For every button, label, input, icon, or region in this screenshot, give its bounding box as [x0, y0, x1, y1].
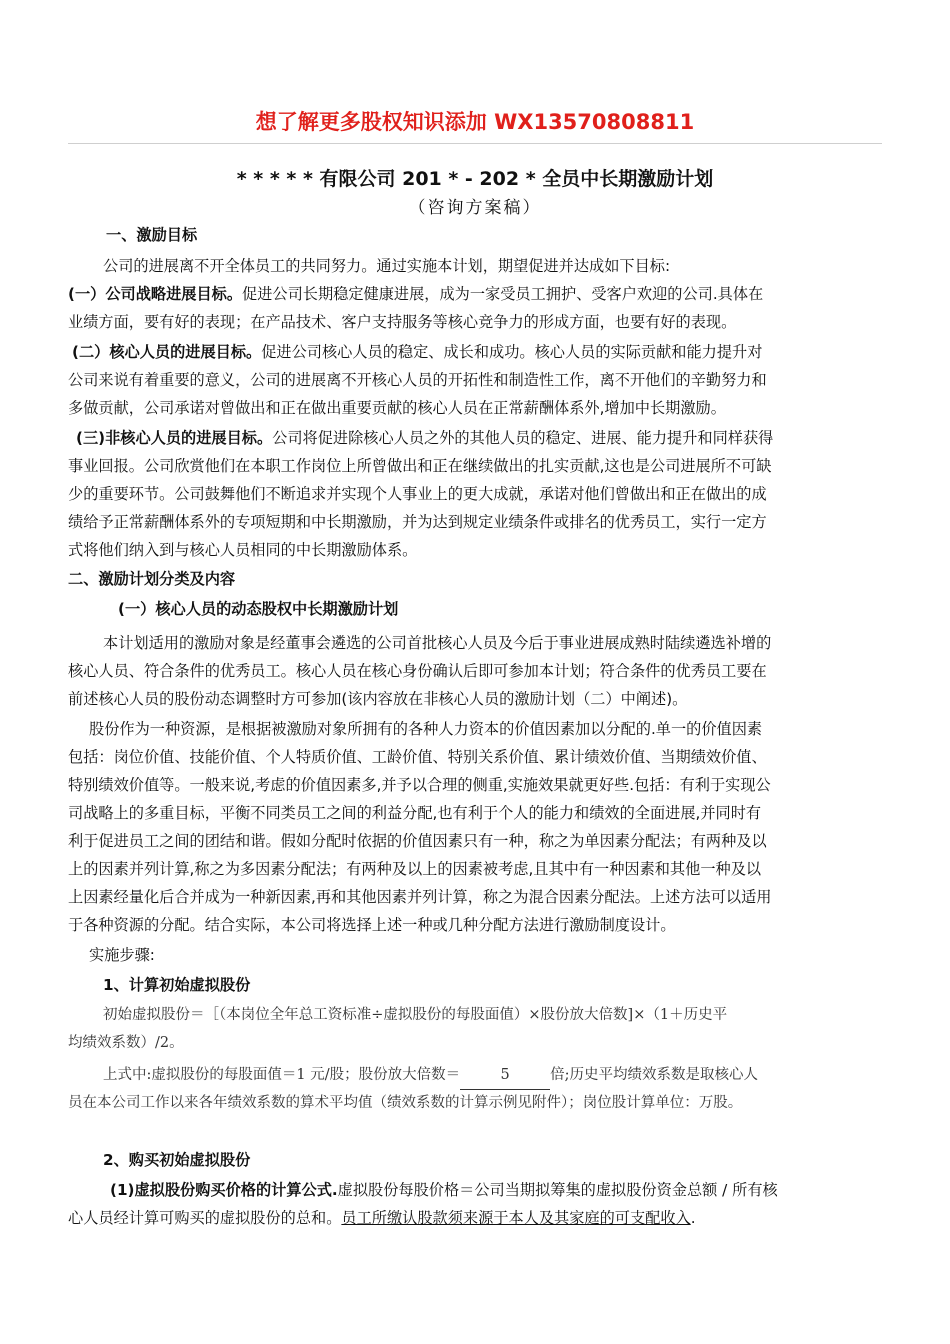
- goal-3-lead: (三)非核心人员的进展目标。: [76, 429, 273, 447]
- para2-line2: 包括：岗位价值、技能价值、个人特质价值、工龄价值、特别关系价值、累计绩效价值、当期绩效价值、: [68, 748, 767, 766]
- subsection-heading-1: (一）核心人员的动态股权中长期激励计划: [118, 600, 399, 618]
- goal-1: [68, 281, 888, 308]
- para1-line1: 本计划适用的激励对象是经董事会遴选的公司首批核心人员及今后于事业进展成熟时陆续遴选补增的: [103, 634, 772, 652]
- goal-2-lead: (二）核心人员的进展目标。: [72, 343, 262, 361]
- formula-note-pre: 上式中:虚拟股份的每股面值＝1 元/股；股份放大倍数＝: [103, 1067, 461, 1083]
- goal-2-line2: 公司来说有着重要的意义，公司的进展离不开核心人员的开拓性和制造性工作，离不开他们的辛勤努力和: [68, 371, 767, 389]
- goal-3-text: 公司将促进除核心人员之外的其他人员的稳定、进展、能力提升和同样获得: [272, 429, 774, 447]
- document-subtitle: （咨询方案稿）: [408, 198, 542, 218]
- para1-line3: 前述核心人员的股份动态调整时方可参加(该内容放在非核心人员的激励计划（二）中阐述)。: [68, 690, 688, 708]
- goal-3-line4: 绩给予正常薪酬体系外的专项短期和中长期激励，并为达到规定业绩条件或排名的优秀员工，实行一定方: [68, 513, 767, 531]
- goal-3-line5: 式将他们纳入到与核心人员相同的中长期激励体系。: [68, 541, 418, 559]
- section1-intro: 公司的进展离不开全体员工的共同努力。通过实施本计划，期望促进并达成如下目标:: [103, 257, 671, 275]
- step2-heading: 2、购买初始虚拟股份: [103, 1151, 251, 1169]
- goal-3-line2: 事业回报。公司欣赏他们在本职工作岗位上所曾做出和正在继续做出的扎实贡献,这也是公司进展所不可缺: [68, 457, 772, 475]
- para2-line3: 特别绩效价值等。一般来说,考虑的价值因素多,并予以合理的侧重,实施效果就更好些.包括：有利于实现公: [68, 776, 771, 794]
- document-title: * * * * * 有限公司 201 * - 202 * 全员中长期激励计划: [236, 168, 714, 190]
- formula-note-line2: 员在本公司工作以来各年绩效系数的算术平均值（绩效系数的计算示例见附件）；岗位股计算单位：万股。: [68, 1095, 743, 1111]
- goal-1-line2: 业绩方面，要有好的表现；在产品技术、客户支持服务等核心竞争力的形成方面，也要有好的表现。: [68, 313, 737, 331]
- para2-line8: 于各种资源的分配。结合实际，本公司将选择上述一种或几种分配方法进行激励制度设计。: [68, 916, 676, 934]
- para3-plain: 心人员经计算可购买的虚拟股份的总和。: [68, 1209, 342, 1227]
- formula1-line2: 均绩效系数）/2。: [68, 1035, 184, 1051]
- multiplier-value: 5: [460, 1062, 550, 1090]
- formula-note-post: 倍;历史平均绩效系数是取核心人: [550, 1067, 758, 1083]
- para2-line5: 利于促进员工之间的团结和谐。假如分配时依据的价值因素只有一种，称之为单因素分配法；有两种及以: [68, 832, 767, 850]
- para3-line2: [68, 1205, 888, 1232]
- para2-line6: 上的因素并列计算,称之为多因素分配法；有两种及以上的因素被考虑,且其中有一种因素和其他一种及以: [68, 860, 762, 878]
- formula1-line1: 初始虚拟股份＝［（本岗位全年总工资标准÷虚拟股份的每股面值）×股份放大倍数]×（1＋历史平: [103, 1007, 728, 1023]
- para3-underlined: 员工所缴认股款须来源于本人及其家庭的可支配收入: [341, 1209, 691, 1227]
- goal-2-text: 促进公司核心人员的稳定、成长和成功。核心人员的实际贡献和能力提升对: [261, 343, 763, 361]
- goal-3: [76, 425, 896, 452]
- goal-3-line3: 少的重要环节。公司鼓舞他们不断追求并实现个人事业上的更大成就，承诺对他们曾做出和正在做出的成: [68, 485, 767, 503]
- para3-text: 虚拟股份每股价格＝公司当期拟筹集的虚拟股份资金总额 / 所有核: [337, 1181, 778, 1199]
- goal-1-text: 促进公司长期稳定健康进展，成为一家受员工拥护、受客户欢迎的公司.具体在: [242, 285, 764, 303]
- para2-line7: 上因素经量化后合并成为一种新因素,再和其他因素并列计算，称之为混合因素分配法。上述方法可以适用: [68, 888, 772, 906]
- para2-line4: 司战略上的多重目标，平衡不同类员工之间的利益分配,也有利于个人的能力和绩效的全面进展,并同时有: [68, 804, 762, 822]
- para3-end: .: [690, 1209, 696, 1227]
- promo-banner: 想了解更多股权知识添加 WX13570808811: [255, 110, 695, 134]
- para2-line1: 股份作为一种资源，是根据被激励对象所拥有的各种人力资本的价值因素加以分配的.单一的价值因素: [89, 720, 763, 738]
- para1-line2: 核心人员、符合条件的优秀员工。核心人员在核心身份确认后即可参加本计划；符合条件的优秀员工要在: [68, 662, 767, 680]
- goal-1-lead: (一）公司战略进展目标。: [68, 285, 243, 303]
- para3-line1: [110, 1177, 930, 1204]
- para3-lead: (1)虚拟股份购买价格的计算公式.: [110, 1181, 338, 1199]
- section-heading-2: 二、激励计划分类及内容: [68, 570, 236, 588]
- steps-label: 实施步骤:: [89, 946, 155, 964]
- header-divider: [68, 143, 882, 144]
- step1-heading: 1、计算初始虚拟股份: [103, 976, 251, 994]
- goal-2-line3: 多做贡献，公司承诺对曾做出和正在做出重要贡献的核心人员在正常薪酬体系外,增加中长期激励。: [68, 399, 726, 417]
- formula-note: [103, 1062, 923, 1090]
- goal-2: [72, 339, 892, 366]
- section-heading-1: 一、激励目标: [106, 226, 198, 244]
